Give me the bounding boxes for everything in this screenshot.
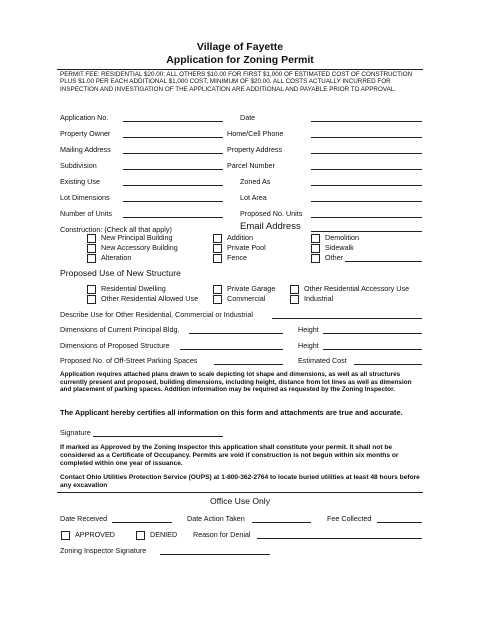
residential-dwelling-label: Residential Dwelling <box>101 284 166 293</box>
title-divider <box>57 69 423 70</box>
demolition-checkbox[interactable] <box>311 234 320 243</box>
property-owner-field[interactable] <box>123 137 223 138</box>
dim-current-label: Dimensions of Current Principal Bldg. <box>60 325 180 334</box>
fee-collected-label: Fee Collected <box>327 514 372 523</box>
proposed-no-units-label: Proposed No. Units <box>240 209 303 218</box>
height-proposed-field[interactable] <box>323 349 422 350</box>
residential-dwelling-checkbox[interactable] <box>87 285 96 294</box>
other-residential-allowed-use-checkbox[interactable] <box>87 295 96 304</box>
fence-label: Fence <box>227 253 247 262</box>
proposed-no-units-field[interactable] <box>311 217 422 218</box>
private-pool-checkbox[interactable] <box>213 244 222 253</box>
plans-requirement: Application requires attached plans drawn to scale depicting lot shape and dimensions, as well as all structures currently present and proposed, building dimensions, including height, distance from lot lines as well as dimension and placement of parking spaces. Addition information may be required as requested by the Zoning Inspector. <box>60 371 412 394</box>
industrial-checkbox[interactable] <box>290 295 299 304</box>
existing-use-label: Existing Use <box>60 177 100 186</box>
approved-checkbox[interactable] <box>61 531 70 540</box>
date-received-field[interactable] <box>112 522 172 523</box>
email-address-field[interactable] <box>311 231 422 232</box>
zoned-as-field[interactable] <box>311 185 422 186</box>
sidewalk-checkbox[interactable] <box>311 244 320 253</box>
private-garage-label: Private Garage <box>227 284 276 293</box>
approved-label: APPROVED <box>75 530 115 539</box>
date-action-label: Date Action Taken <box>187 514 245 523</box>
sidewalk-label: Sidewalk <box>325 243 354 252</box>
subdivision-field[interactable] <box>123 169 223 170</box>
application-no-label: Application No. <box>60 113 109 122</box>
form-subtitle: Application for Zoning Permit <box>166 54 314 66</box>
commercial-checkbox[interactable] <box>213 295 222 304</box>
home-cell-phone-field[interactable] <box>311 137 422 138</box>
oups-notice: Contact Ohio Utilities Protection Service (OUPS) at 1-800-362-2764 to locate buried utilities at least 48 hours before any excavation <box>60 474 420 489</box>
number-of-units-field[interactable] <box>123 217 223 218</box>
property-owner-label: Property Owner <box>60 129 111 138</box>
parking-label: Proposed No. of Off-Street Parking Spaces <box>60 356 198 365</box>
denied-checkbox[interactable] <box>136 531 145 540</box>
addition-label: Addition <box>227 233 253 242</box>
zoned-as-label: Zoned As <box>240 177 271 186</box>
estimated-cost-field[interactable] <box>354 364 422 365</box>
date-received-label: Date Received <box>60 514 108 523</box>
other-residential-accessory-use-checkbox[interactable] <box>290 285 299 294</box>
existing-use-field[interactable] <box>123 185 223 186</box>
home-cell-phone-label: Home/Cell Phone <box>227 129 284 138</box>
inspector-signature-label: Zoning Inspector Signature <box>60 546 147 555</box>
addition-checkbox[interactable] <box>213 234 222 243</box>
dim-proposed-field[interactable] <box>180 349 283 350</box>
number-of-units-label: Number of Units <box>60 209 112 218</box>
date-action-field[interactable] <box>252 522 311 523</box>
height-current-field[interactable] <box>323 333 422 334</box>
describe-use-label: Describe Use for Other Residential, Commercial or Industrial <box>60 310 253 319</box>
commercial-label: Commercial <box>227 294 266 303</box>
denied-label: DENIED <box>150 530 178 539</box>
other-construction-checkbox[interactable] <box>311 254 320 263</box>
other-construction-label: Other <box>325 253 343 262</box>
certify-statement: The Applicant hereby certifies all information on this form and attachments are true and accurate. <box>60 408 403 417</box>
fence-checkbox[interactable] <box>213 254 222 263</box>
reason-field[interactable] <box>257 538 422 539</box>
mailing-address-field[interactable] <box>123 153 223 154</box>
construction-label: Construction: (Check all that apply) <box>60 225 172 234</box>
demolition-label: Demolition <box>325 233 359 242</box>
date-label: Date <box>240 113 256 122</box>
lot-dimensions-label: Lot Dimensions <box>60 193 110 202</box>
parcel-number-field[interactable] <box>311 169 422 170</box>
new-accessory-building-label: New Accessory Building <box>101 243 178 252</box>
date-field[interactable] <box>311 121 422 122</box>
proposed-use-heading: Proposed Use of New Structure <box>60 268 181 278</box>
subdivision-label: Subdivision <box>60 161 97 170</box>
other-residential-accessory-use-label: Other Residential Accessory Use <box>304 284 410 293</box>
describe-use-field[interactable] <box>272 318 422 319</box>
height-current-label: Height <box>298 325 319 334</box>
other-residential-allowed-use-label: Other Residential Allowed Use <box>101 294 199 303</box>
inspector-signature-field[interactable] <box>160 554 270 555</box>
parcel-number-label: Parcel Number <box>227 161 275 170</box>
reason-label: Reason for Denial <box>193 530 251 539</box>
parking-field[interactable] <box>214 364 283 365</box>
fee-notice: PERMIT FEE: RESIDENTIAL $20.00; ALL OTHERS $10.00 FOR FIRST $1,000 OF ESTIMATED COST OF CONSTRUCTION PLUS $1.00 PER EACH ADDITIONAL $1,000 COST, MINIMUM OF $20.00. ALL COSTS ACTUALLY INCURRED FOR INSPECTION AND INVESTIGATION OF THE APPLICATION ARE ADDITIONAL AND PAYABLE PRIOR TO APPROVAL. <box>60 71 413 93</box>
new-accessory-building-checkbox[interactable] <box>87 244 96 253</box>
signature-label: Signature <box>60 428 91 437</box>
dim-proposed-label: Dimensions of Proposed Structure <box>60 341 170 350</box>
private-pool-label: Private Pool <box>227 243 266 252</box>
property-address-field[interactable] <box>311 153 422 154</box>
estimated-cost-label: Estimated Cost <box>298 356 347 365</box>
height-proposed-label: Height <box>298 341 319 350</box>
alteration-checkbox[interactable] <box>87 254 96 263</box>
new-principal-building-checkbox[interactable] <box>87 234 96 243</box>
lot-dimensions-field[interactable] <box>123 201 223 202</box>
property-address-label: Property Address <box>227 145 283 154</box>
lot-area-field[interactable] <box>311 201 422 202</box>
office-divider <box>57 492 423 493</box>
dim-current-field[interactable] <box>189 333 283 334</box>
signature-field[interactable] <box>93 436 223 437</box>
other-construction-field[interactable] <box>345 261 422 262</box>
lot-area-label: Lot Area <box>240 193 267 202</box>
approval-notice: If marked as Approved by the Zoning Inspector this application shall constitute your permit. It shall not be considered as a Certificate of Occupancy. Permits are void if construction is not begun within six months or completed within one year of issuance. <box>60 444 399 467</box>
application-no-field[interactable] <box>123 121 223 122</box>
fee-collected-field[interactable] <box>377 522 422 523</box>
private-garage-checkbox[interactable] <box>213 285 222 294</box>
office-use-heading: Office Use Only <box>209 496 271 506</box>
new-principal-building-label: New Principal Building <box>101 233 173 242</box>
alteration-label: Alteration <box>101 253 132 262</box>
industrial-label: Industrial <box>304 294 334 303</box>
mailing-address-label: Mailing Address <box>60 145 111 154</box>
form-title: Village of Fayette <box>196 41 284 53</box>
email-address-label: Email Address <box>240 221 301 232</box>
